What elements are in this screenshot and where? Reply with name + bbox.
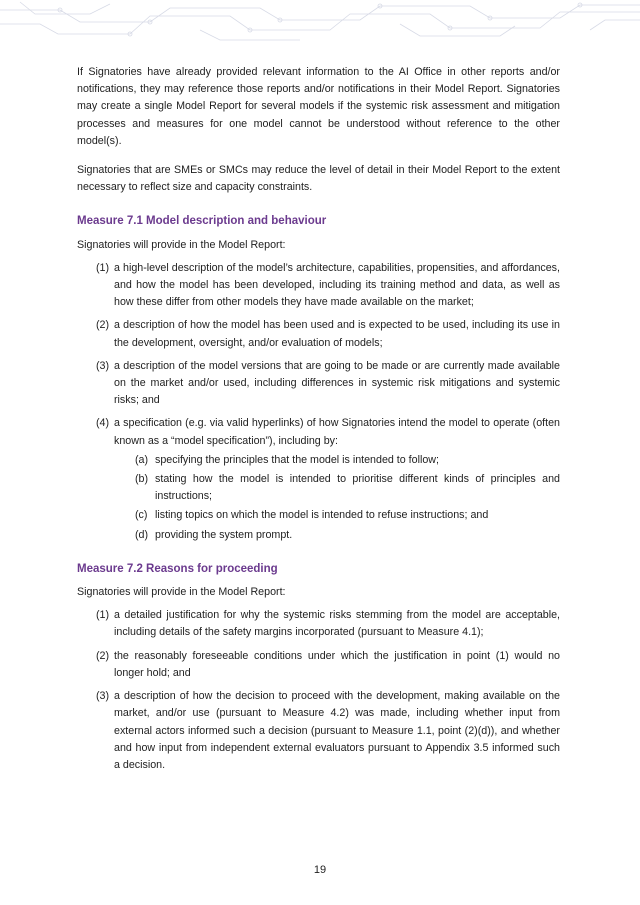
- list-text: the reasonably foreseeable conditions under which the justification in point (1) would no longer hold; and: [114, 649, 560, 679]
- list-text: a high-level description of the model’s architecture, capabilities, propensities, and affordances, and how the model has been developed, including its training method and data, as well as how these differ from other models they have made available on the market;: [114, 261, 560, 309]
- sub-list-letter: (c): [135, 509, 148, 522]
- list-text: a specification (e.g. via valid hyperlinks) of how Signatories intend the model to operate (often known as a “model specification”), including by:: [114, 417, 560, 447]
- list-item: [77, 688, 560, 774]
- sub-list-text: providing the system prompt.: [155, 528, 293, 541]
- sub-list-letter: (a): [135, 453, 149, 466]
- sub-list-item: [77, 471, 560, 505]
- sub-list-letter: (b): [135, 473, 149, 486]
- list-number: (2): [96, 319, 110, 332]
- sub-list-item: [77, 527, 560, 544]
- sub-list-text: listing topics on which the model is intended to refuse instructions; and: [155, 509, 489, 522]
- list-text: a detailed justification for why the systemic risks stemming from the model are acceptable, including details of the safety margins incorporated (pursuant to Measure 4.1);: [114, 609, 560, 639]
- page-number: 19: [313, 864, 327, 876]
- list-text: a description of the model versions that are going to be made or are currently made available on the market and/or used, including differences in systemic risk mitigations and systemic risks; and: [114, 359, 560, 407]
- sub-list-item: [77, 452, 560, 469]
- list-item: [77, 317, 560, 351]
- list-number: (3): [96, 359, 110, 372]
- list-text: a description of how the decision to proceed with the development, making available on the market, and/or use (pursuant to Measure 4.2) was made, including whether input from external actors informed such a decision (pursuant to Measure 1.1, point (2)(d)), and whether and how input from independent external evaluators pursuant to Appendix 3.5 informed such a decision.: [114, 690, 560, 771]
- sub-list-letter: (d): [135, 528, 149, 541]
- section-intro: Signatories will provide in the Model Report:: [77, 238, 286, 251]
- list-item: [77, 358, 560, 410]
- list-number: (2): [96, 649, 110, 662]
- sub-list-text: specifying the principles that the model is intended to follow;: [155, 453, 439, 466]
- list-text: a description of how the model has been used and is expected to be used, including its use in the development, oversight, and/or evaluation of models;: [114, 319, 560, 349]
- paragraph: If Signatories have already provided relevant information to the AI Office in other reports and/or notifications, they may reference those reports and/or notifications in their Model Report. Signatories may create a single Model Report for several models if the systemic risk assessment and mitigation processes and measures for one model cannot be understood without reference to the other model(s).: [77, 66, 560, 147]
- document-body: [77, 64, 560, 780]
- section-heading-7-2: Measure 7.2 Reasons for proceeding: [77, 562, 278, 575]
- list-item: [77, 648, 560, 682]
- paragraph: Signatories that are SMEs or SMCs may reduce the level of detail in their Model Report to the extent necessary to reflect size and capacity constraints.: [77, 164, 560, 194]
- header-decoration: [0, 0, 640, 46]
- list-number: (1): [96, 261, 110, 274]
- list-item: [77, 607, 560, 641]
- list-item: [77, 260, 560, 312]
- section-heading-7-1: Measure 7.1 Model description and behaviour: [77, 215, 327, 228]
- section-intro: Signatories will provide in the Model Report:: [77, 586, 286, 599]
- sub-list-text: stating how the model is intended to prioritise different kinds of principles and instructions;: [155, 473, 560, 503]
- sub-list-item: [77, 507, 560, 524]
- list-number: (1): [96, 609, 110, 622]
- list-item: [77, 415, 560, 449]
- list-number: (3): [96, 690, 110, 703]
- list-number: (4): [96, 417, 110, 430]
